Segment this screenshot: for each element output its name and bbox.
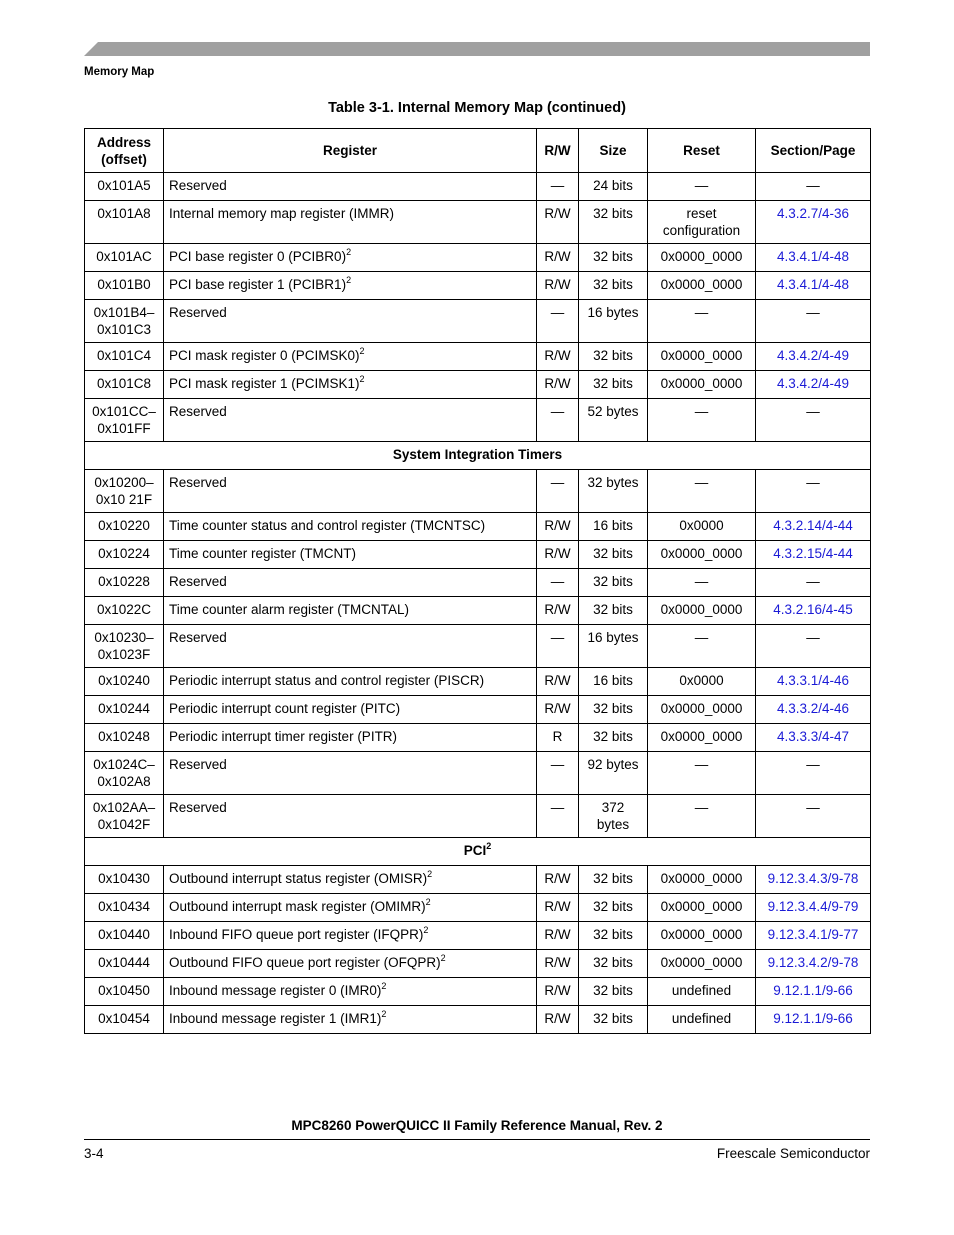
- rw-cell: R/W: [537, 950, 579, 978]
- reset-cell: —: [648, 300, 756, 343]
- address-cell: 0x101A5: [85, 173, 164, 201]
- size-cell: 16 bytes: [579, 625, 648, 668]
- table-row: [85, 300, 871, 343]
- register-cell: [164, 513, 537, 541]
- rw-cell: —: [537, 173, 579, 201]
- table-row: [85, 343, 871, 371]
- register-cell: [164, 922, 537, 950]
- register-name: Periodic interrupt status and control register (PISCR): [169, 673, 485, 688]
- register-name: Reserved: [169, 178, 227, 193]
- register-cell: [164, 173, 537, 201]
- footnote-marker: 2: [359, 346, 365, 356]
- register-name: Time counter status and control register (TMCNTSC): [169, 518, 486, 533]
- reset-cell: 0x0000_0000: [648, 371, 756, 399]
- section-page-link[interactable]: 4.3.3.3/4-47: [756, 724, 871, 752]
- register-name: Inbound message register 0 (IMR0): [169, 983, 382, 998]
- register-cell: [164, 343, 537, 371]
- register-name: Reserved: [169, 305, 227, 320]
- column-header-address: Address (offset): [85, 129, 164, 173]
- reset-cell: 0x0000: [648, 513, 756, 541]
- table-body-group-1: [85, 173, 871, 442]
- table-row: [85, 752, 871, 795]
- rw-cell: —: [537, 625, 579, 668]
- table-body-group-2: [85, 470, 871, 838]
- reset-cell: —: [648, 625, 756, 668]
- section-page-link[interactable]: 4.3.4.2/4-49: [756, 343, 871, 371]
- table-row: [85, 922, 871, 950]
- section-title: Memory Map: [84, 66, 155, 78]
- section-page-link[interactable]: 9.12.3.4.1/9-77: [756, 922, 871, 950]
- rw-cell: R/W: [537, 597, 579, 625]
- address-cell: 0x10228: [85, 569, 164, 597]
- section-page-cell: —: [756, 569, 871, 597]
- table-row: [85, 371, 871, 399]
- section-page-cell: —: [756, 470, 871, 513]
- address-cell: 0x1024C–0x102A8: [85, 752, 164, 795]
- register-cell: [164, 668, 537, 696]
- address-cell: 0x101B4–0x101C3: [85, 300, 164, 343]
- address-cell: 0x10440: [85, 922, 164, 950]
- address-cell: 0x10244: [85, 696, 164, 724]
- address-cell: 0x101C8: [85, 371, 164, 399]
- footnote-marker: 2: [381, 981, 387, 991]
- register-name: Outbound interrupt status register (OMISR): [169, 871, 428, 886]
- section-page-link[interactable]: 4.3.2.7/4-36: [756, 201, 871, 244]
- register-name: Reserved: [169, 404, 227, 419]
- section-page-link[interactable]: 9.12.3.4.3/9-78: [756, 866, 871, 894]
- rw-cell: —: [537, 300, 579, 343]
- footer-divider: [84, 1139, 870, 1140]
- address-cell: 0x10444: [85, 950, 164, 978]
- address-cell: 0x101C4: [85, 343, 164, 371]
- register-cell: [164, 272, 537, 300]
- reset-cell: 0x0000_0000: [648, 922, 756, 950]
- size-cell: 32 bits: [579, 866, 648, 894]
- reset-cell: —: [648, 470, 756, 513]
- reset-cell: 0x0000_0000: [648, 541, 756, 569]
- table-row: [85, 978, 871, 1006]
- register-cell: [164, 300, 537, 343]
- section-system-timers: [85, 442, 871, 470]
- rw-cell: R/W: [537, 696, 579, 724]
- reset-cell: 0x0000_0000: [648, 724, 756, 752]
- rw-cell: R/W: [537, 272, 579, 300]
- rw-cell: —: [537, 752, 579, 795]
- address-cell: 0x10224: [85, 541, 164, 569]
- rw-cell: R/W: [537, 513, 579, 541]
- footnote-marker: 2: [346, 275, 352, 285]
- column-header-rw: R/W: [537, 129, 579, 173]
- section-page-link[interactable]: 4.3.4.1/4-48: [756, 272, 871, 300]
- memory-map-table: [84, 128, 871, 1034]
- size-cell: 32 bits: [579, 978, 648, 1006]
- size-cell: 372 bytes: [579, 795, 648, 838]
- address-cell: 0x10230–0x1023F: [85, 625, 164, 668]
- register-name: Outbound interrupt mask register (OMIMR): [169, 899, 426, 914]
- section-header-row: [85, 442, 871, 470]
- table-row: [85, 541, 871, 569]
- register-name: PCI mask register 1 (PCIMSK1): [169, 376, 360, 391]
- reset-cell: 0x0000_0000: [648, 343, 756, 371]
- page-number: 3-4: [84, 1146, 104, 1161]
- rw-cell: —: [537, 795, 579, 838]
- section-header-system-integration-timers: System Integration Timers: [85, 442, 871, 470]
- size-cell: 16 bytes: [579, 300, 648, 343]
- section-page-cell: —: [756, 300, 871, 343]
- size-cell: 32 bits: [579, 244, 648, 272]
- column-header-register: Register: [164, 129, 537, 173]
- register-name: Periodic interrupt timer register (PITR): [169, 729, 398, 744]
- size-cell: 16 bits: [579, 668, 648, 696]
- register-cell: [164, 541, 537, 569]
- rw-cell: R/W: [537, 922, 579, 950]
- table-row: [85, 866, 871, 894]
- address-cell: 0x102AA–0x1042F: [85, 795, 164, 838]
- column-header-section-page: Section/Page: [756, 129, 871, 173]
- column-header-size: Size: [579, 129, 648, 173]
- size-cell: 32 bits: [579, 343, 648, 371]
- rw-cell: —: [537, 470, 579, 513]
- register-cell: [164, 752, 537, 795]
- reset-cell: 0x0000_0000: [648, 950, 756, 978]
- reset-cell: reset configuration: [648, 201, 756, 244]
- table-caption: Table 3-1. Internal Memory Map (continued): [328, 100, 626, 116]
- table-row: [85, 1006, 871, 1034]
- section-page-cell: —: [756, 795, 871, 838]
- section-header-pci-label: PCI: [463, 843, 487, 858]
- reset-cell: —: [648, 752, 756, 795]
- table-row: [85, 244, 871, 272]
- address-cell: 0x10454: [85, 1006, 164, 1034]
- footnote-marker: 2: [440, 953, 446, 963]
- register-cell: [164, 244, 537, 272]
- register-cell: [164, 724, 537, 752]
- register-cell: [164, 201, 537, 244]
- register-name: Time counter alarm register (TMCNTAL): [169, 602, 410, 617]
- size-cell: 32 bits: [579, 1006, 648, 1034]
- reset-cell: 0x0000_0000: [648, 894, 756, 922]
- footnote-marker: 2: [346, 247, 352, 257]
- register-name: Time counter register (TMCNT): [169, 546, 357, 561]
- table-row: [85, 950, 871, 978]
- column-header-reset: Reset: [648, 129, 756, 173]
- table-row: [85, 696, 871, 724]
- size-cell: 32 bits: [579, 569, 648, 597]
- address-cell: 0x10248: [85, 724, 164, 752]
- rw-cell: R/W: [537, 894, 579, 922]
- header-bar-shape: [84, 42, 870, 56]
- reset-cell: undefined: [648, 1006, 756, 1034]
- reset-cell: undefined: [648, 978, 756, 1006]
- size-cell: 16 bits: [579, 513, 648, 541]
- rw-cell: —: [537, 399, 579, 442]
- register-name: Internal memory map register (IMMR): [169, 206, 395, 221]
- section-page-link[interactable]: 4.3.4.1/4-48: [756, 244, 871, 272]
- register-cell: [164, 597, 537, 625]
- table-row: [85, 399, 871, 442]
- section-header-row: [85, 838, 871, 866]
- table-row: [85, 470, 871, 513]
- size-cell: 32 bits: [579, 696, 648, 724]
- size-cell: 32 bits: [579, 894, 648, 922]
- address-cell: 0x10450: [85, 978, 164, 1006]
- rw-cell: R/W: [537, 244, 579, 272]
- section-page-cell: —: [756, 625, 871, 668]
- section-page-link[interactable]: 4.3.4.2/4-49: [756, 371, 871, 399]
- size-cell: 32 bytes: [579, 470, 648, 513]
- footnote-marker: 2: [381, 1009, 387, 1019]
- register-name: PCI base register 1 (PCIBR1): [169, 277, 347, 292]
- register-name: Reserved: [169, 574, 227, 589]
- size-cell: 32 bits: [579, 950, 648, 978]
- register-name: Outbound FIFO queue port register (OFQPR): [169, 955, 441, 970]
- size-cell: 32 bits: [579, 272, 648, 300]
- section-page-link[interactable]: 4.3.3.2/4-46: [756, 696, 871, 724]
- register-name: Reserved: [169, 757, 227, 772]
- table-body-group-3: [85, 866, 871, 1034]
- section-page-link[interactable]: 9.12.3.4.4/9-79: [756, 894, 871, 922]
- table-row: [85, 625, 871, 668]
- register-name: Periodic interrupt count register (PITC): [169, 701, 401, 716]
- header-bar: [84, 42, 870, 56]
- table-row: [85, 569, 871, 597]
- rw-cell: R/W: [537, 866, 579, 894]
- table-row: [85, 597, 871, 625]
- size-cell: 32 bits: [579, 597, 648, 625]
- size-cell: 32 bits: [579, 541, 648, 569]
- rw-cell: R/W: [537, 371, 579, 399]
- table-row: [85, 724, 871, 752]
- size-cell: 32 bits: [579, 724, 648, 752]
- table-row: [85, 795, 871, 838]
- address-cell: 0x101AC: [85, 244, 164, 272]
- register-cell: [164, 696, 537, 724]
- section-page-cell: —: [756, 752, 871, 795]
- size-cell: 52 bytes: [579, 399, 648, 442]
- table-row: [85, 513, 871, 541]
- table-header-row: [85, 129, 871, 173]
- register-cell: [164, 399, 537, 442]
- footnote-marker: 2: [359, 374, 365, 384]
- table-row: [85, 668, 871, 696]
- footnote-marker: 2: [425, 897, 431, 907]
- rw-cell: R/W: [537, 541, 579, 569]
- reset-cell: 0x0000_0000: [648, 866, 756, 894]
- reset-cell: —: [648, 399, 756, 442]
- size-cell: 32 bits: [579, 922, 648, 950]
- register-name: Reserved: [169, 630, 227, 645]
- address-cell: 0x1022C: [85, 597, 164, 625]
- register-name: PCI mask register 0 (PCIMSK0): [169, 348, 360, 363]
- rw-cell: —: [537, 569, 579, 597]
- register-name: Inbound message register 1 (IMR1): [169, 1011, 382, 1026]
- footnote-marker: 2: [427, 869, 433, 879]
- reset-cell: —: [648, 173, 756, 201]
- footer-title: MPC8260 PowerQUICC II Family Reference Manual, Rev. 2: [291, 1118, 663, 1133]
- rw-cell: R/W: [537, 1006, 579, 1034]
- rw-cell: R/W: [537, 668, 579, 696]
- rw-cell: R/W: [537, 978, 579, 1006]
- section-header-pci: [85, 838, 871, 866]
- section-page-cell: —: [756, 173, 871, 201]
- register-name: Inbound FIFO queue port register (IFQPR): [169, 927, 424, 942]
- register-name: Reserved: [169, 800, 227, 815]
- table-row: [85, 201, 871, 244]
- register-cell: [164, 894, 537, 922]
- address-cell: 0x10200–0x10 21F: [85, 470, 164, 513]
- rw-cell: R: [537, 724, 579, 752]
- section-page-link[interactable]: 4.3.2.15/4-44: [756, 541, 871, 569]
- size-cell: 24 bits: [579, 173, 648, 201]
- register-name: Reserved: [169, 475, 227, 490]
- table-row: [85, 173, 871, 201]
- section-page-link[interactable]: 4.3.3.1/4-46: [756, 668, 871, 696]
- register-cell: [164, 569, 537, 597]
- register-name: PCI base register 0 (PCIBR0): [169, 249, 347, 264]
- table-row: [85, 272, 871, 300]
- section-page-cell: —: [756, 399, 871, 442]
- address-cell: 0x10220: [85, 513, 164, 541]
- address-cell: 0x10430: [85, 866, 164, 894]
- address-cell: 0x101B0: [85, 272, 164, 300]
- footnote-marker: 2: [423, 925, 429, 935]
- size-cell: 32 bits: [579, 201, 648, 244]
- rw-cell: R/W: [537, 201, 579, 244]
- register-cell: [164, 795, 537, 838]
- register-cell: [164, 470, 537, 513]
- size-cell: 92 bytes: [579, 752, 648, 795]
- table-row: [85, 894, 871, 922]
- reset-cell: —: [648, 569, 756, 597]
- register-cell: [164, 978, 537, 1006]
- address-cell: 0x101CC–0x101FF: [85, 399, 164, 442]
- rw-cell: R/W: [537, 343, 579, 371]
- reset-cell: 0x0000_0000: [648, 696, 756, 724]
- size-cell: 32 bits: [579, 371, 648, 399]
- section-page-link[interactable]: 9.12.1.1/9-66: [756, 978, 871, 1006]
- register-cell: [164, 1006, 537, 1034]
- register-cell: [164, 950, 537, 978]
- register-cell: [164, 625, 537, 668]
- section-pci: [85, 838, 871, 866]
- register-cell: [164, 866, 537, 894]
- register-cell: [164, 371, 537, 399]
- section-page-link[interactable]: 4.3.2.14/4-44: [756, 513, 871, 541]
- section-page-link[interactable]: 9.12.1.1/9-66: [756, 1006, 871, 1034]
- section-page-link[interactable]: 9.12.3.4.2/9-78: [756, 950, 871, 978]
- footer-company: Freescale Semiconductor: [716, 1146, 870, 1161]
- section-page-link[interactable]: 4.3.2.16/4-45: [756, 597, 871, 625]
- footnote-marker: 2: [486, 841, 492, 851]
- address-cell: 0x101A8: [85, 201, 164, 244]
- reset-cell: —: [648, 795, 756, 838]
- reset-cell: 0x0000: [648, 668, 756, 696]
- address-cell: 0x10240: [85, 668, 164, 696]
- reset-cell: 0x0000_0000: [648, 272, 756, 300]
- reset-cell: 0x0000_0000: [648, 597, 756, 625]
- address-cell: 0x10434: [85, 894, 164, 922]
- reset-cell: 0x0000_0000: [648, 244, 756, 272]
